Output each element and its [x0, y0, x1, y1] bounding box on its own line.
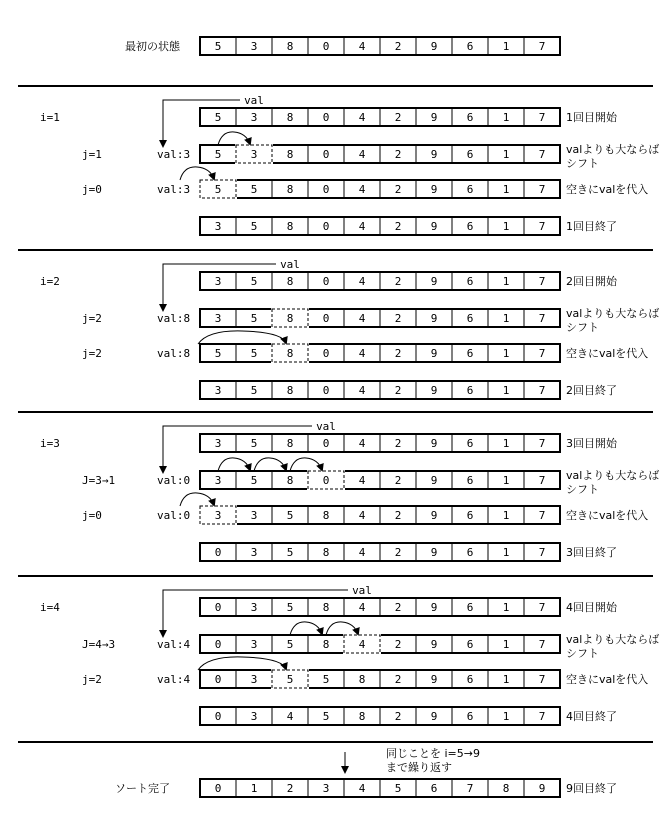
repeat-note: 同じことを i=5→9 [386, 747, 480, 760]
array-cell-value: 5 [214, 40, 222, 53]
array-cell-value: 8 [286, 347, 294, 360]
array-cell-value: 0 [322, 220, 330, 233]
array-cell-value: 9 [430, 509, 438, 522]
array-cell-value: 1 [502, 111, 510, 124]
array-cell-value: 2 [394, 183, 402, 196]
array-cell-value: 1 [502, 474, 510, 487]
step-note: 4回目終了 [566, 710, 617, 723]
step-note: 3回目開始 [566, 437, 617, 450]
j-label: J=3→1 [82, 474, 116, 487]
array-cell-value: 0 [322, 474, 330, 487]
shift-arrow [218, 458, 250, 471]
array-cell-value: 1 [250, 782, 258, 795]
array-cell-value: 5 [214, 111, 222, 124]
array-cell-value: 5 [250, 384, 258, 397]
array-cell-value: 9 [430, 183, 438, 196]
array-cell-value: 5 [250, 275, 258, 288]
step-note-2: シフト [566, 157, 599, 170]
array-cell-value: 0 [214, 601, 222, 614]
array-cell-value: 8 [286, 474, 294, 487]
shift-arrow [290, 458, 322, 471]
val-pointer-label: val [316, 420, 336, 433]
j-label: j=2 [82, 347, 102, 360]
array-cell-value: 7 [538, 148, 546, 161]
step-note-2: シフト [566, 321, 599, 334]
initial-state-label: 最初の状態 [125, 40, 180, 53]
array-cell-value: 5 [250, 347, 258, 360]
array-row [200, 543, 560, 561]
array-cell-value: 1 [502, 183, 510, 196]
array-cell-value: 2 [286, 782, 294, 795]
sort-complete-label: ソート完了 [115, 782, 170, 795]
array-cell-value: 2 [394, 638, 402, 651]
array-cell-value: 1 [502, 384, 510, 397]
array-cell-value: 5 [286, 638, 294, 651]
array-cell-value: 8 [286, 148, 294, 161]
array-cell-value: 4 [358, 148, 366, 161]
array-cell-value: 0 [214, 710, 222, 723]
array-cell-value: 3 [250, 546, 258, 559]
array-cell-value: 7 [538, 347, 546, 360]
array-cell-value: 6 [466, 148, 474, 161]
step-note-2: シフト [566, 483, 599, 496]
array-cell-value: 4 [358, 546, 366, 559]
step-note: 1回目終了 [566, 220, 617, 233]
array-cell-value: 7 [538, 474, 546, 487]
val-pointer-label: val [280, 258, 300, 271]
j-label: j=2 [82, 673, 102, 686]
array-cell-value: 7 [538, 601, 546, 614]
array-cell-value: 1 [502, 673, 510, 686]
array-cell-value: 3 [214, 437, 222, 450]
array-cell-value: 9 [430, 220, 438, 233]
array-cell-value: 7 [538, 638, 546, 651]
array-cell-value: 0 [322, 148, 330, 161]
array-cell-value: 6 [466, 347, 474, 360]
array-cell-value: 1 [502, 710, 510, 723]
array-cell-value: 8 [286, 275, 294, 288]
array-cell-value: 2 [394, 312, 402, 325]
array-cell-value: 3 [250, 638, 258, 651]
array-cell-value: 9 [430, 347, 438, 360]
array-cell-value: 3 [214, 384, 222, 397]
shift-arrow [254, 458, 286, 471]
array-cell-value: 6 [466, 546, 474, 559]
step-note: 2回目終了 [566, 384, 617, 397]
array-cell-value: 5 [214, 183, 222, 196]
array-cell-value: 2 [394, 474, 402, 487]
array-cell-value: 7 [466, 782, 474, 795]
array-cell-value: 6 [466, 437, 474, 450]
val-value: val:4 [157, 638, 191, 651]
array-cell-value: 3 [214, 474, 222, 487]
array-row [200, 308, 560, 329]
array-cell-value: 8 [286, 384, 294, 397]
array-cell-value: 5 [286, 601, 294, 614]
array-cell-value: 9 [430, 148, 438, 161]
array-row [200, 598, 560, 616]
array-cell-value: 5 [286, 509, 294, 522]
array-cell-value: 4 [358, 347, 366, 360]
step-note: valよりも大ならば [566, 307, 660, 320]
val-value: val:8 [157, 347, 191, 360]
array-cell-value: 9 [430, 673, 438, 686]
array-cell-value: 2 [394, 710, 402, 723]
step-note: 空きにvalを代入 [566, 673, 649, 686]
array-cell-value: 2 [394, 40, 402, 53]
array-row [200, 669, 560, 690]
i-label: i=3 [40, 437, 60, 450]
array-cell-value: 3 [250, 710, 258, 723]
array-cell-value: 6 [466, 183, 474, 196]
array-cell-value: 9 [430, 312, 438, 325]
array-cell-value: 3 [250, 148, 258, 161]
j-label: J=4→3 [82, 638, 116, 651]
array-cell-value: 5 [250, 183, 258, 196]
j-label: j=0 [82, 183, 102, 196]
array-cell-value: 7 [538, 437, 546, 450]
array-cell-value: 5 [286, 673, 294, 686]
array-cell-value: 0 [322, 437, 330, 450]
val-value: val:3 [157, 183, 191, 196]
j-label: j=0 [82, 509, 102, 522]
array-cell-value: 6 [466, 710, 474, 723]
final-array [200, 779, 560, 797]
i-label: i=4 [40, 601, 60, 614]
array-cell-value: 7 [538, 40, 546, 53]
array-cell-value: 1 [502, 509, 510, 522]
array-cell-value: 1 [502, 437, 510, 450]
array-cell-value: 6 [466, 474, 474, 487]
array-cell-value: 1 [502, 546, 510, 559]
array-cell-value: 3 [214, 312, 222, 325]
array-cell-value: 8 [286, 437, 294, 450]
val-value: val:0 [157, 509, 191, 522]
array-cell-value: 0 [214, 782, 222, 795]
array-cell-value: 2 [394, 673, 402, 686]
array-cell-value: 7 [538, 509, 546, 522]
array-cell-value: 3 [214, 275, 222, 288]
array-cell-value: 6 [466, 509, 474, 522]
array-cell-value: 8 [358, 710, 366, 723]
shift-arrow [326, 622, 358, 635]
array-cell-value: 2 [394, 509, 402, 522]
array-cell-value: 7 [538, 312, 546, 325]
array-cell-value: 8 [322, 509, 330, 522]
array-cell-value: 8 [286, 40, 294, 53]
array-cell-value: 3 [214, 220, 222, 233]
array-cell-value: 7 [538, 710, 546, 723]
array-cell-value: 0 [322, 312, 330, 325]
array-cell-value: 2 [394, 220, 402, 233]
array-cell-value: 5 [214, 148, 222, 161]
shift-arrow [198, 331, 286, 344]
step-note: 2回目開始 [566, 275, 617, 288]
array-cell-value: 1 [502, 220, 510, 233]
array-cell-value: 5 [250, 474, 258, 487]
array-row [200, 272, 560, 290]
array-cell-value: 3 [250, 509, 258, 522]
array-row [199, 505, 560, 526]
array-cell-value: 9 [430, 384, 438, 397]
array-cell-value: 7 [538, 275, 546, 288]
shift-arrow [180, 493, 214, 506]
array-cell-value: 2 [394, 384, 402, 397]
array-cell-value: 8 [502, 782, 510, 795]
array-cell-value: 1 [502, 601, 510, 614]
array-cell-value: 7 [538, 546, 546, 559]
initial-array [200, 37, 560, 55]
array-row [200, 434, 560, 452]
array-cell-value: 8 [286, 220, 294, 233]
array-cell-value: 3 [250, 40, 258, 53]
array-cell-value: 5 [286, 546, 294, 559]
array-cell-value: 2 [394, 275, 402, 288]
array-cell-value: 4 [358, 601, 366, 614]
array-cell-value: 9 [430, 40, 438, 53]
array-cell-value: 5 [394, 782, 402, 795]
step-note: 空きにvalを代入 [566, 509, 649, 522]
array-cell-value: 4 [358, 275, 366, 288]
val-value: val:4 [157, 673, 191, 686]
array-cell-value: 0 [214, 673, 222, 686]
array-cell-value: 6 [466, 111, 474, 124]
array-cell-value: 1 [502, 347, 510, 360]
array-cell-value: 7 [538, 183, 546, 196]
array-cell-value: 9 [430, 710, 438, 723]
array-cell-value: 2 [394, 347, 402, 360]
array-cell-value: 5 [250, 220, 258, 233]
shift-arrow [218, 132, 250, 145]
array-cell-value: 9 [430, 638, 438, 651]
array-cell-value: 0 [322, 384, 330, 397]
array-cell-value: 6 [466, 601, 474, 614]
step-note: valよりも大ならば [566, 143, 660, 156]
array-cell-value: 6 [466, 638, 474, 651]
array-cell-value: 9 [430, 437, 438, 450]
array-cell-value: 3 [250, 601, 258, 614]
array-row [200, 381, 560, 399]
array-cell-value: 0 [322, 275, 330, 288]
array-cell-value: 0 [322, 40, 330, 53]
array-cell-value: 9 [430, 601, 438, 614]
array-cell-value: 4 [358, 312, 366, 325]
array-cell-value: 1 [502, 40, 510, 53]
val-pointer-arrow [163, 100, 240, 146]
repeat-note-2: まで繰り返す [386, 761, 452, 774]
array-cell-value: 7 [538, 111, 546, 124]
array-cell-value: 1 [502, 312, 510, 325]
array-cell-value: 0 [322, 183, 330, 196]
step-note: 3回目終了 [566, 546, 617, 559]
array-cell-value: 4 [358, 638, 366, 651]
j-label: j=2 [82, 312, 102, 325]
array-cell-value: 5 [322, 710, 330, 723]
array-cell-value: 8 [322, 638, 330, 651]
array-cell-value: 0 [214, 638, 222, 651]
array-cell-value: 9 [538, 782, 546, 795]
array-cell-value: 4 [358, 384, 366, 397]
array-cell-value: 3 [322, 782, 330, 795]
step-note: 空きにvalを代入 [566, 183, 649, 196]
shift-arrow [290, 622, 322, 635]
array-cell-value: 8 [358, 673, 366, 686]
array-cell-value: 6 [466, 220, 474, 233]
array-cell-value: 6 [430, 782, 438, 795]
val-value: val:8 [157, 312, 191, 325]
array-row [200, 343, 560, 364]
array-cell-value: 3 [250, 111, 258, 124]
array-cell-value: 4 [358, 474, 366, 487]
array-cell-value: 7 [538, 220, 546, 233]
array-cell-value: 6 [466, 40, 474, 53]
array-row [200, 634, 560, 655]
array-cell-value: 7 [538, 384, 546, 397]
array-cell-value: 8 [322, 601, 330, 614]
array-cell-value: 4 [358, 220, 366, 233]
step-note: 4回目開始 [566, 601, 617, 614]
val-pointer-label: val [244, 94, 264, 107]
array-cell-value: 2 [394, 111, 402, 124]
array-cell-value: 1 [502, 638, 510, 651]
array-cell-value: 4 [358, 437, 366, 450]
array-cell-value: 8 [286, 111, 294, 124]
array-cell-value: 9 [430, 474, 438, 487]
array-cell-value: 8 [286, 183, 294, 196]
array-cell-value: 2 [394, 546, 402, 559]
array-cell-value: 4 [358, 40, 366, 53]
array-cell-value: 6 [466, 384, 474, 397]
array-row [200, 217, 560, 235]
array-cell-value: 9 [430, 111, 438, 124]
i-label: i=1 [40, 111, 60, 124]
array-cell-value: 5 [322, 673, 330, 686]
step-note: valよりも大ならば [566, 633, 660, 646]
array-cell-value: 2 [394, 148, 402, 161]
array-row [200, 470, 560, 491]
array-cell-value: 1 [502, 275, 510, 288]
array-cell-value: 7 [538, 673, 546, 686]
step-note: 空きにvalを代入 [566, 347, 649, 360]
step-note: valよりも大ならば [566, 469, 660, 482]
array-cell-value: 0 [214, 546, 222, 559]
array-cell-value: 5 [250, 437, 258, 450]
array-cell-value: 5 [250, 312, 258, 325]
array-cell-value: 4 [358, 183, 366, 196]
array-cell-value: 0 [322, 347, 330, 360]
step-note: 1回目開始 [566, 111, 617, 124]
array-cell-value: 6 [466, 275, 474, 288]
j-label: j=1 [82, 148, 102, 161]
shift-arrow [180, 167, 214, 180]
val-value: val:3 [157, 148, 191, 161]
array-cell-value: 8 [286, 312, 294, 325]
step-note-2: シフト [566, 647, 599, 660]
array-cell-value: 5 [214, 347, 222, 360]
array-cell-value: 4 [358, 782, 366, 795]
array-row [199, 179, 560, 200]
array-cell-value: 1 [502, 148, 510, 161]
val-value: val:0 [157, 474, 191, 487]
final-note: 9回目終了 [566, 782, 617, 795]
shift-arrow [198, 657, 286, 670]
i-label: i=2 [40, 275, 60, 288]
array-cell-value: 6 [466, 673, 474, 686]
array-cell-value: 9 [430, 275, 438, 288]
array-cell-value: 4 [358, 111, 366, 124]
array-cell-value: 8 [322, 546, 330, 559]
array-cell-value: 6 [466, 312, 474, 325]
array-cell-value: 9 [430, 546, 438, 559]
array-cell-value: 0 [322, 111, 330, 124]
array-cell-value: 4 [358, 509, 366, 522]
array-cell-value: 4 [286, 710, 294, 723]
array-row [200, 144, 560, 165]
val-pointer-label: val [352, 584, 372, 597]
array-row [200, 707, 560, 725]
array-cell-value: 3 [214, 509, 222, 522]
array-cell-value: 2 [394, 601, 402, 614]
array-row [200, 108, 560, 126]
array-cell-value: 3 [250, 673, 258, 686]
array-cell-value: 2 [394, 437, 402, 450]
